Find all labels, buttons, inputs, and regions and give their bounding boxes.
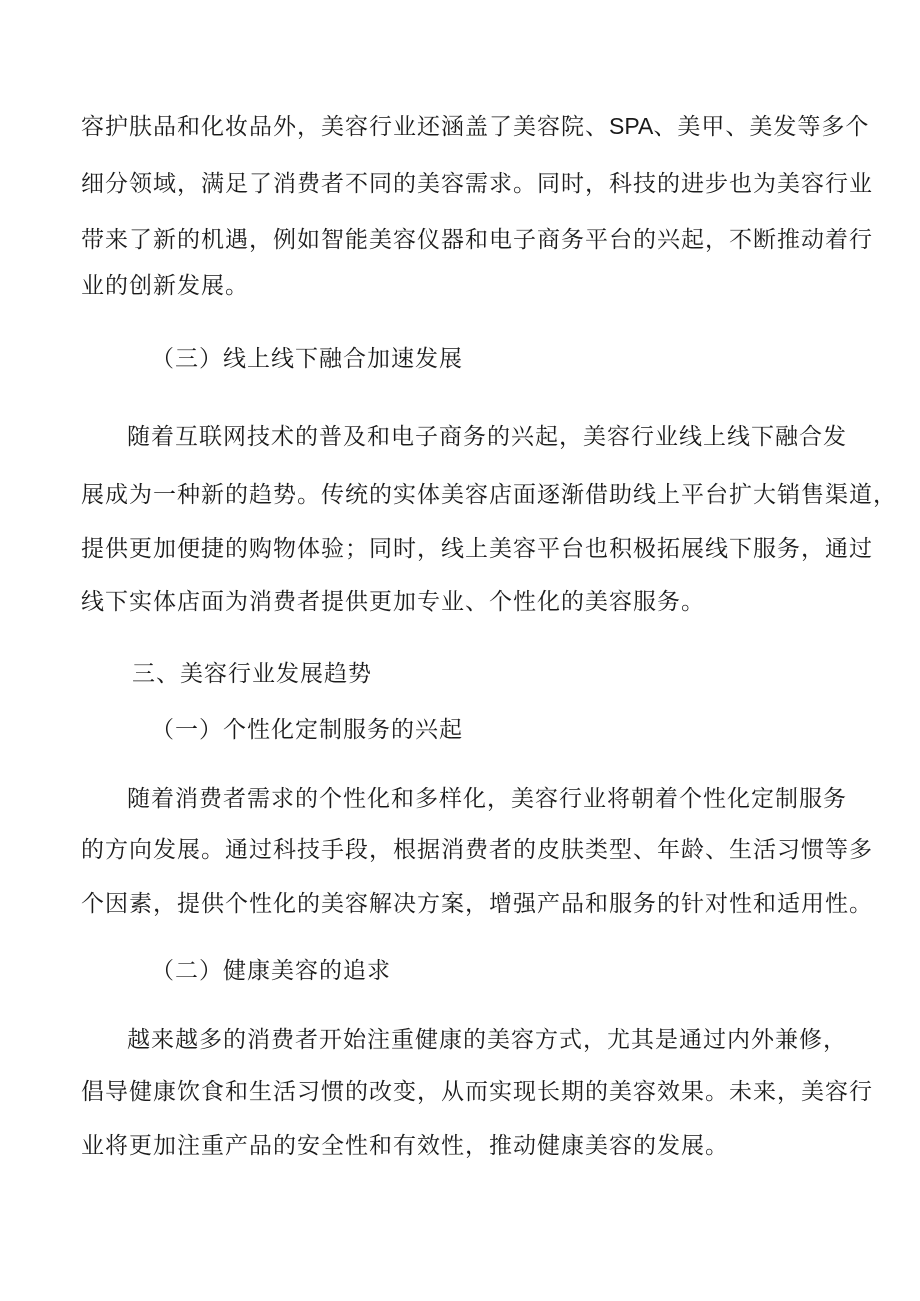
paragraph-1-line-1-before: 容护肤品和化妆品外，美容行业还涵盖了美容院、: [81, 114, 609, 140]
paragraph-1-line-1: [81, 106, 870, 146]
paragraph-1-line-1-latin: SPA: [609, 113, 654, 139]
heading-online-offline: （三）线上线下融合加速发展: [151, 346, 463, 372]
paragraph-2-line-4: 线下实体店面为消费者提供更加专业、个性化的美容服务。: [81, 589, 705, 615]
paragraph-1-line-1-after: 、美甲、美发等多个: [653, 114, 870, 140]
heading-health: （二）健康美容的追求: [151, 958, 391, 984]
section-heading: 三、美容行业发展趋势: [132, 661, 372, 687]
paragraph-3-line-3: 个因素，提供个性化的美容解决方案，增强产品和服务的针对性和适用性。: [81, 891, 873, 917]
paragraph-2-line-2: 展成为一种新的趋势。传统的实体美容店面逐渐借助线上平台扩大销售渠道，: [81, 482, 897, 508]
paragraph-4-line-3: 业将更加注重产品的安全性和有效性，推动健康美容的发展。: [81, 1133, 729, 1159]
heading-personalized: （一）个性化定制服务的兴起: [151, 717, 463, 743]
paragraph-2-line-1: 随着互联网技术的普及和电子商务的兴起，美容行业线上线下融合发: [127, 424, 847, 450]
paragraph-1-line-2: 细分领域，满足了消费者不同的美容需求。同时，科技的进步也为美容行业: [81, 171, 873, 197]
paragraph-1-line-3: 带来了新的机遇，例如智能美容仪器和电子商务平台的兴起，不断推动着行: [81, 227, 873, 253]
paragraph-3-line-2: 的方向发展。通过科技手段，根据消费者的皮肤类型、年龄、生活习惯等多: [81, 837, 873, 863]
paragraph-2-line-3: 提供更加便捷的购物体验；同时，线上美容平台也积极拓展线下服务，通过: [81, 536, 873, 562]
paragraph-3-line-1: 随着消费者需求的个性化和多样化，美容行业将朝着个性化定制服务: [127, 786, 847, 812]
paragraph-1-line-4: 业的创新发展。: [81, 273, 249, 299]
paragraph-4-line-2: 倡导健康饮食和生活习惯的改变，从而实现长期的美容效果。未来，美容行: [81, 1079, 873, 1105]
paragraph-4-line-1: 越来越多的消费者开始注重健康的美容方式，尤其是通过内外兼修，: [127, 1027, 847, 1053]
